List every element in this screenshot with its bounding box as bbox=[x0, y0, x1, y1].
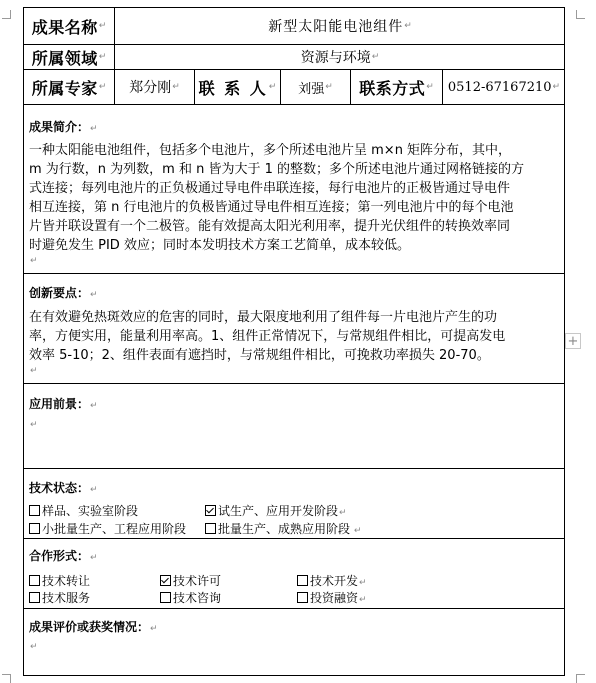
expert-label-cell: 所属专家 ↵ bbox=[24, 70, 114, 104]
checkbox-checked-icon bbox=[160, 575, 171, 586]
page-corner-mark bbox=[2, 674, 11, 683]
intro-line: m 为行数，n 为列数，m 和 n 皆为大于 1 的整数；多个所述电池片通过网格链接的方 bbox=[29, 162, 525, 177]
contact-value-cell: 刘强 ↵ bbox=[281, 70, 350, 104]
page-corner-mark bbox=[576, 674, 585, 683]
checkbox-icon bbox=[29, 505, 40, 516]
cooperation-option[interactable]: 投资融资↵ bbox=[297, 589, 367, 606]
checkbox-icon bbox=[29, 592, 40, 603]
cooperation-option[interactable]: 技术许可 bbox=[160, 572, 221, 589]
checkbox-icon bbox=[160, 592, 171, 603]
expert-value: 郑分刚 bbox=[129, 80, 172, 96]
result-name-value: 新型太阳能电池组件 bbox=[268, 19, 404, 35]
checkbox-icon bbox=[29, 523, 40, 534]
cooperation-row-2 bbox=[29, 589, 559, 605]
checkbox-icon bbox=[297, 592, 308, 603]
checkbox-icon bbox=[297, 575, 308, 586]
tech-status-title: 技术状态：↵ bbox=[29, 481, 98, 495]
innovation-text: 在有效避免热斑效应的危害的同时，最大限度地利用了组件每一片电池片产生的功 率，方便实用，能量利用率高。1、组件正常情况下，与常规组件相比，可提高发电 效率 5-10；2、组件表面有遮挡时，与常规组件相比，可挽救功率损失 20-70。 ↵ bbox=[29, 308, 559, 377]
intro-title: 成果简介：↵ bbox=[29, 120, 98, 134]
result-name-label: 成果名称 bbox=[31, 17, 98, 37]
cooperation-option[interactable]: 技术服务 bbox=[29, 589, 90, 606]
tech-status-option[interactable]: 批量生产、成熟应用阶段 ↵ bbox=[205, 520, 361, 537]
cooperation-option[interactable]: 技术咨询 bbox=[160, 589, 221, 606]
method-value: 0512-67167210 bbox=[447, 79, 552, 95]
tech-status-row-1 bbox=[29, 502, 559, 518]
cooperation-row-1 bbox=[29, 572, 559, 588]
result-name-value-cell: 新型太阳能电池组件 ↵ bbox=[115, 8, 565, 44]
method-label-cell: 联系方式 ↵ bbox=[351, 70, 442, 104]
innovation-title: 创新要点：↵ bbox=[29, 286, 98, 300]
expert-label: 所属专家 bbox=[31, 78, 98, 98]
tech-status-row-2 bbox=[29, 520, 559, 536]
contact-value: 刘强 bbox=[298, 81, 325, 97]
method-value-cell: 0512-67167210 ↵ bbox=[447, 79, 561, 95]
field-label-cell: 所属领域 ↵ bbox=[24, 45, 114, 69]
cooperation-option[interactable]: 技术开发↵ bbox=[297, 572, 367, 589]
intro-text: 一种太阳能电池组件，包括多个电池片，多个所述电池片呈 m×n 矩阵分布，其中， m 为行数，n 为列数，m 和 n 皆为大于 1 的整数；多个所述电池片通过网格链接的方 式连接；每列电池片的正负极通过导电件串联连接，每行电池片的正极皆通过导电件 相互连接，第 n 行电池片的负极皆通过导电件相互连接；第一列电池片中的每个电池 片皆并联设置有一个二极管。能有效提高太阳光利用率，提升光伏组件的转换效率同 时避免发生 PID 效应；同时本发明技术方案工艺简单，成本较低。 ↵ bbox=[29, 141, 559, 267]
tech-status-option[interactable]: 样品、实验室阶段 bbox=[29, 502, 138, 519]
evaluation-title: 成果评价或获奖情况：↵ bbox=[29, 620, 158, 634]
intro-line: 一种太阳能电池组件，包括多个电池片，多个所述电池片呈 m×n 矩阵分布，其中， bbox=[29, 143, 512, 158]
page-corner-mark bbox=[576, 10, 585, 19]
field-label: 所属领域 bbox=[31, 48, 98, 68]
add-row-icon[interactable]: + bbox=[565, 333, 581, 349]
innovation-line: 率，方便实用，能量利用率高。1、组件正常情况下，与常规组件相比，可提高发电 bbox=[29, 329, 506, 344]
checkbox-checked-icon bbox=[205, 505, 216, 516]
innovation-line: 效率 5-10；2、组件表面有遮挡时，与常规组件相比，可挽救功率损失 20-70。 bbox=[29, 348, 490, 363]
intro-line: 片皆并联设置有一个二极管。能有效提高太阳光利用率，提升光伏组件的转换效率同 bbox=[29, 219, 511, 234]
expert-value-cell: 郑分刚 ↵ bbox=[115, 70, 194, 104]
paragraph-mark: ↵ bbox=[30, 420, 38, 430]
result-info-table bbox=[23, 7, 565, 676]
intro-line: 时避免发生 PID 效应；同时本发明技术方案工艺简单，成本较低。 bbox=[29, 238, 410, 253]
page-corner-mark bbox=[2, 10, 11, 19]
cooperation-option[interactable]: 技术转让 bbox=[29, 572, 90, 589]
field-value: 资源与环境 bbox=[300, 50, 371, 66]
contact-label: 联 系 人 bbox=[198, 78, 268, 98]
innovation-line: 在有效避免热斑效应的危害的同时，最大限度地利用了组件每一片电池片产生的功 bbox=[29, 310, 498, 325]
field-value-cell: 资源与环境 ↵ bbox=[115, 45, 565, 69]
prospect-title: 应用前景：↵ bbox=[29, 397, 98, 411]
tech-status-option[interactable]: 小批量生产、工程应用阶段 bbox=[29, 520, 186, 537]
contact-label-cell: 联 系 人 ↵ bbox=[195, 70, 280, 104]
paragraph-mark: ↵ bbox=[30, 642, 38, 652]
method-label: 联系方式 bbox=[359, 78, 426, 98]
checkbox-icon bbox=[29, 575, 40, 586]
tech-status-option[interactable]: 试生产、应用开发阶段↵ bbox=[205, 502, 347, 519]
intro-line: 式连接；每列电池片的正负极通过导电件串联连接，每行电池片的正极皆通过导电件 bbox=[29, 181, 511, 196]
checkbox-icon bbox=[205, 523, 216, 534]
result-name-label-cell: 成果名称 ↵ bbox=[24, 8, 114, 44]
cooperation-title: 合作形式：↵ bbox=[29, 549, 98, 563]
intro-line: 相互连接，第 n 行电池片的负极皆通过导电件相互连接；第一列电池片中的每个电池 bbox=[29, 200, 514, 215]
